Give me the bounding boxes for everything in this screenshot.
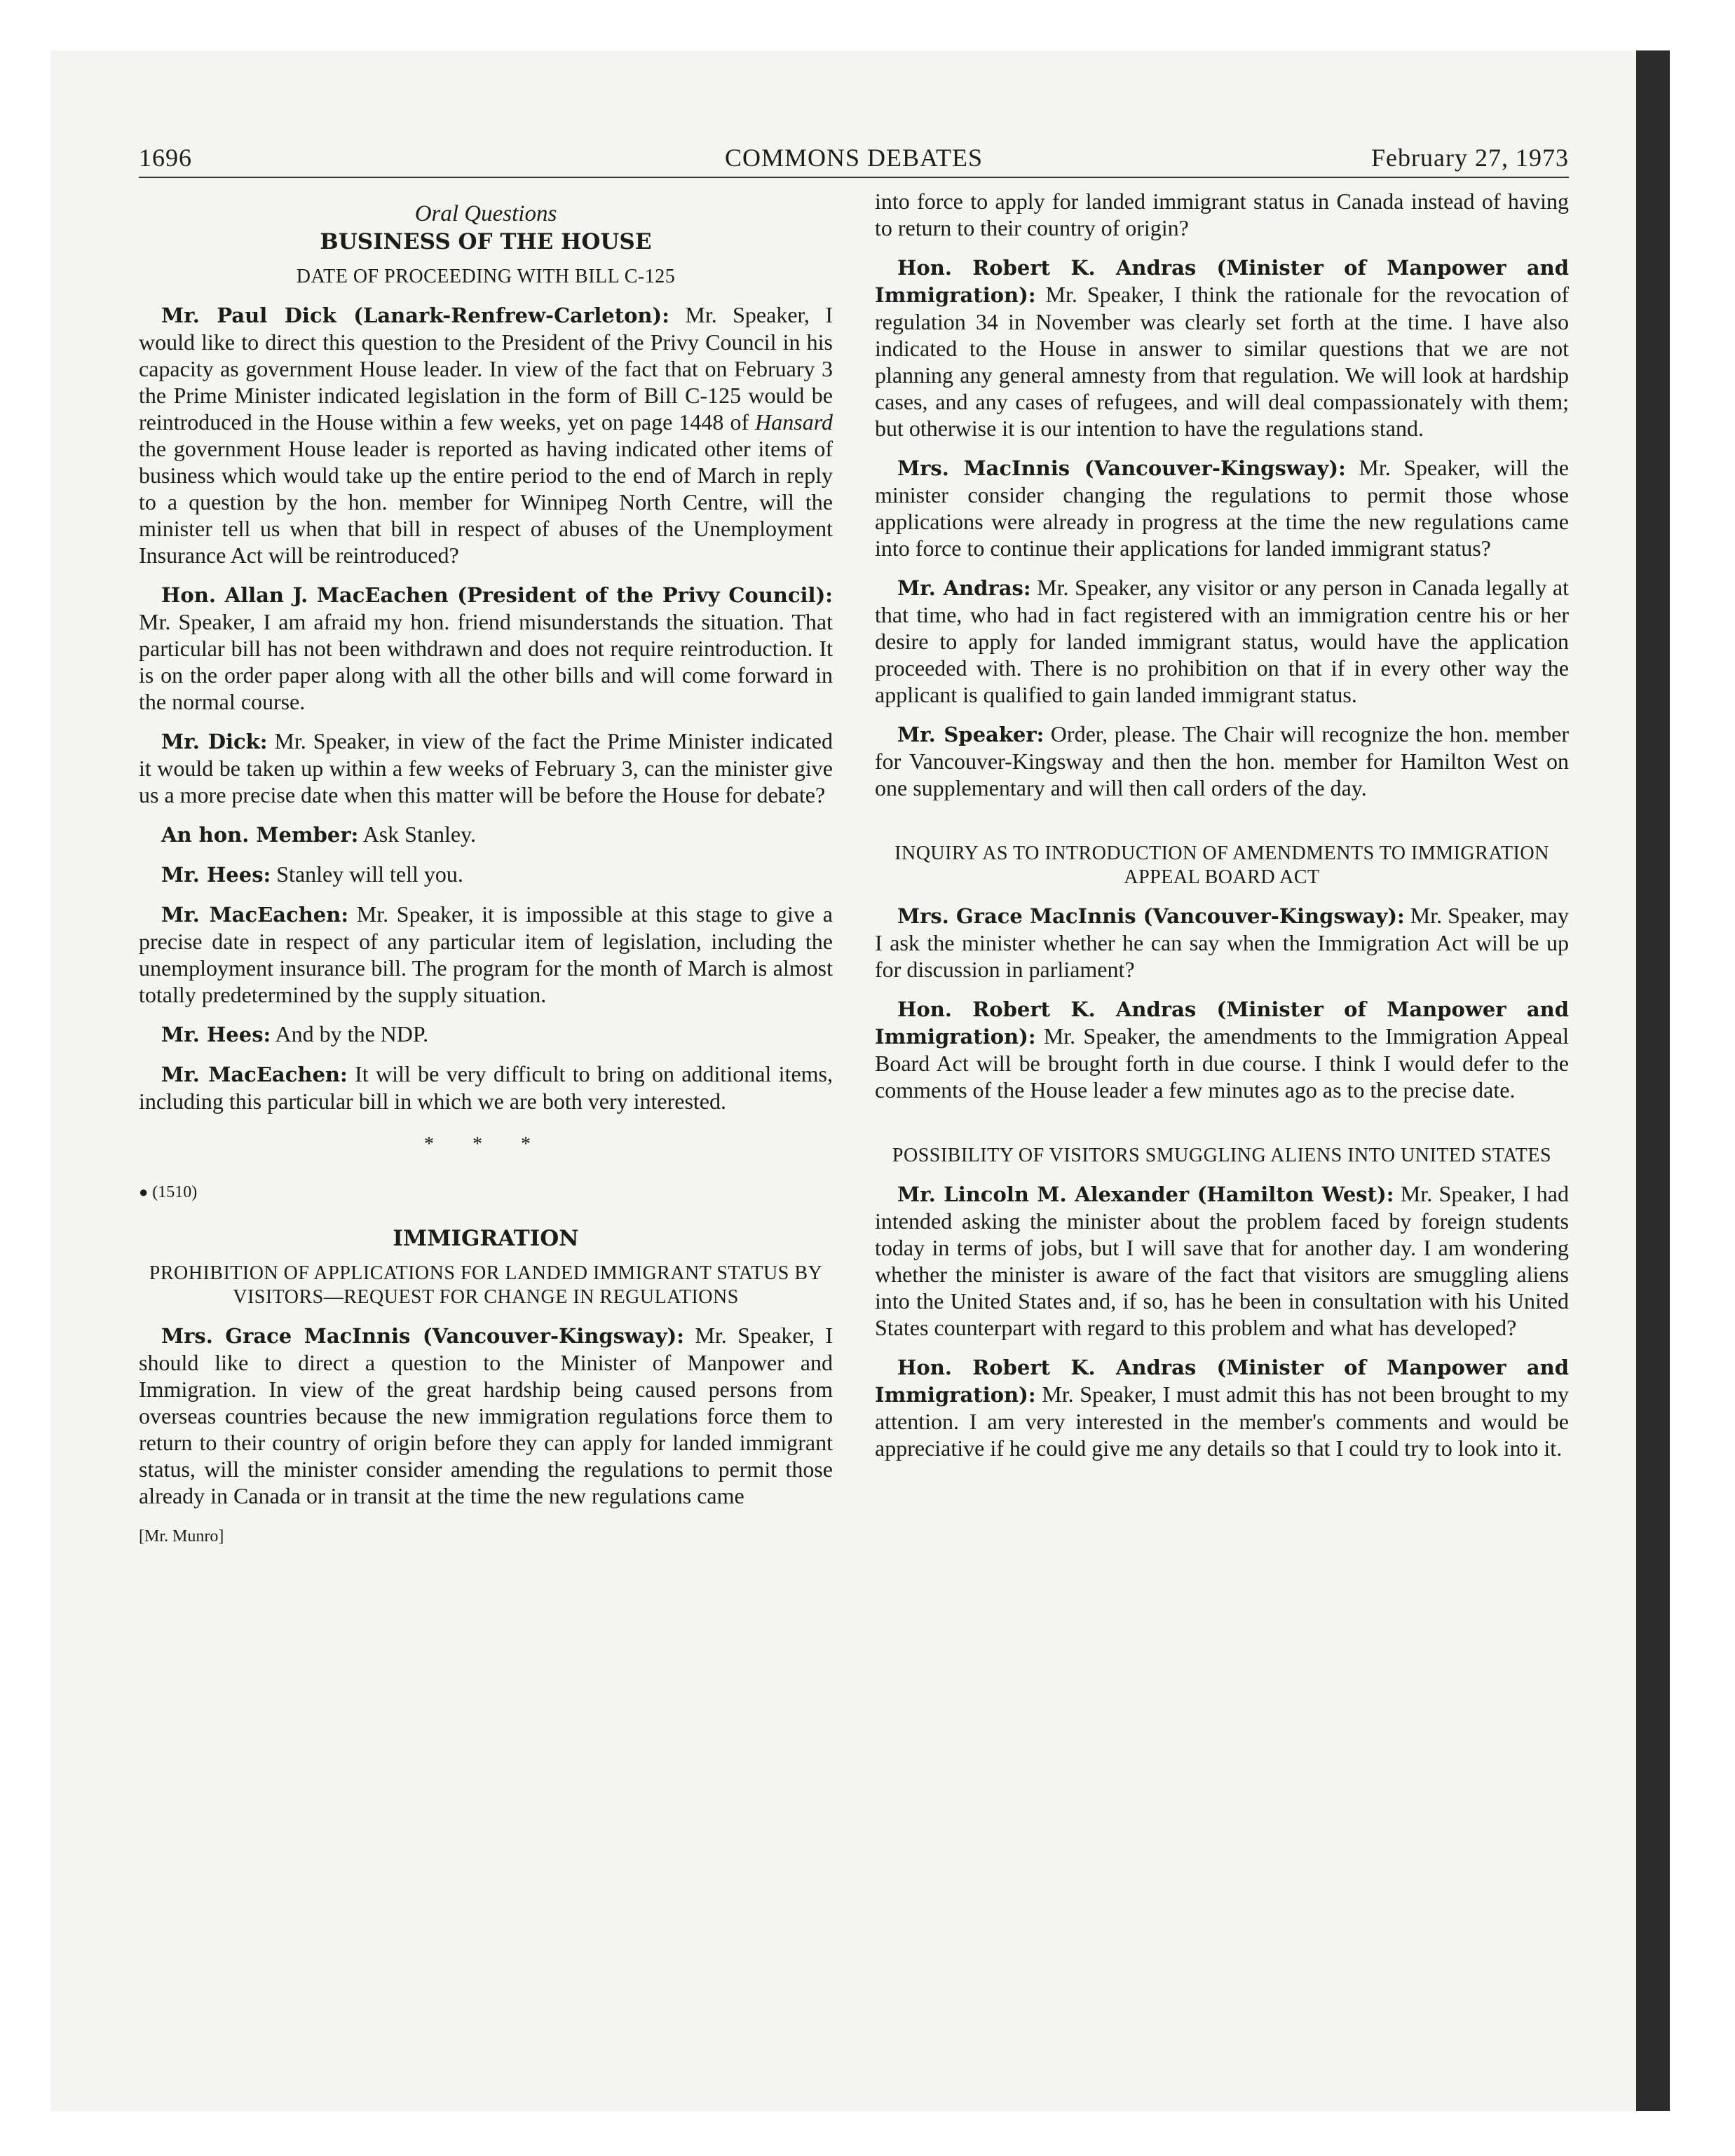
speech-text: Stanley will tell you. (271, 861, 463, 887)
speech-paragraph (139, 728, 833, 808)
speech-paragraph (875, 995, 1569, 1103)
speech-text: Mr. Speaker, I must admit this has not been brought to my attention. I am very interested in the member's comments and would be appreciative if he could give me any details so that I could try to look into it. (875, 1381, 1569, 1461)
publication-date: February 27, 1973 (1371, 144, 1569, 172)
speech-paragraph (139, 1322, 833, 1509)
speech-paragraph (139, 861, 833, 888)
speech-paragraph (139, 821, 833, 848)
speech-text: Mr. Speaker, any visitor or any person in Canada legally at that time, who had in fact registered with an immigration centre his or her desire to apply for landed immigrant status, would have the application proceeded with. There is no prohibition on that if in every other way the applicant is qualified to gain landed immigrant status. (875, 575, 1570, 707)
speaker-name: Hon. Allan J. MacEachen (President of the Privy Council): (161, 583, 833, 607)
speech-text: Mr. Speaker, I would like to direct this question to the President of the Privy Council in his capacity as government House leader. In view of the fact that on February 3 the Prime Minister indicated legislation in the form of Bill C-125 would be reintroduced in the House within a few weeks, yet on page 1448 of (139, 302, 834, 435)
section-label: Oral Questions (414, 201, 557, 226)
time-marker (139, 1179, 833, 1206)
speaker-name: Mrs. Grace MacInnis (Vancouver-Kingsway): (897, 904, 1405, 928)
speech-paragraph (875, 188, 1569, 241)
speech-paragraph (139, 1021, 833, 1048)
bullet-icon: ● (139, 1183, 149, 1201)
speech-paragraph (139, 301, 833, 568)
speech-text: Mr. Speaker, I think the rationale for the revocation of regulation 34 in November was clearly set forth at the time. I have also indicated to the House in answer to similar questions that we are not planning any general amnesty from that regulation. We will look at hardship cases, and any cases of refugees, and will deal compassionately with them; but otherwise it is our intention to have the regulations stand. (875, 282, 1569, 441)
speaker-name: Mr. Hees: (161, 1023, 271, 1046)
speaker-name: Mrs. MacInnis (Vancouver-Kingsway): (897, 456, 1346, 480)
speech-paragraph (139, 901, 833, 1008)
speech-text: Mr. Speaker, the amendments to the Immigration Appeal Board Act will be brought forth in due course. I think I would defer to the comments of the House leader a few minutes ago as to the precise date. (875, 1023, 1569, 1103)
subheading: POSSIBILITY OF VISITORS SMUGGLING ALIENS INTO UNITED STATES (892, 1145, 1552, 1166)
speech-text: Ask Stanley. (358, 821, 477, 847)
time-stamp: (1510) (152, 1183, 198, 1201)
speech-paragraph (875, 1353, 1569, 1461)
speaker-name: Mr. MacEachen: (161, 903, 349, 927)
speaker-name: Mr. Andras: (897, 576, 1031, 600)
footer-note: [Mr. Munro] (139, 1527, 224, 1546)
speech-text: Mr. Speaker, I had intended asking the minister about the problem faced by foreign students today in terms of jobs, but I will save that for another day. I am wondering whether the minister is aware of the fact that visitors are smuggling aliens into the United States and, if so, has he been in consultation with his United States counterpart with regard to this problem and what has developed? (875, 1181, 1570, 1340)
subheading: PROHIBITION OF APPLICATIONS FOR LANDED IMMIGRANT STATUS BY VISITORS—REQUEST FOR CHANGE IN REGULATIONS (149, 1262, 823, 1308)
speech-text: Mr. Speaker, will the minister consider changing the regulations to permit those whose applications were already in progress at the time the new regulations came into force to continue their applications for landed immigrant status? (875, 455, 1570, 561)
subheading: DATE OF PROCEEDING WITH BILL C-125 (296, 266, 676, 287)
speech-text: Mr. Speaker, in view of the fact the Prime Minister indicated it would be taken up within a few weeks of February 3, can the minister give us a more precise date when this matter will be before the House for debate? (139, 728, 834, 807)
speech-text: It will be very difficult to bring on additional items, including this particular bill in which we are both very interested. (139, 1061, 833, 1114)
speech-text: Mr. Speaker, I am afraid my hon. friend misunderstands the situation. That particular bill has not been withdrawn and does not require reintroduction. It is on the order paper along with all the other bills and will come forward in the normal course. (139, 609, 833, 714)
page-number: 1696 (139, 144, 192, 172)
speaker-name: Hon. Robert K. Andras (Minister of Manpower and Immigration): (875, 1356, 1569, 1407)
speaker-name: Mr. Dick: (161, 730, 268, 753)
speech-text: Mr. Speaker, it is impossible at this stage to give a precise date in respect of any particular item of legislation, including the unemployment insurance bill. The program for the month of March is almost totally predetermined by the supply situation. (139, 901, 833, 1007)
publication-title: COMMONS DEBATES (724, 144, 984, 172)
section-separator: * * * (424, 1133, 547, 1155)
left-column (139, 188, 833, 1550)
spacer (875, 1116, 1569, 1144)
speech-text: Order, please. The Chair will recognize the hon. member for Vancouver-Kingsway and then the hon. member for Hamilton West on one supplementary and will then call orders of the day. (875, 721, 1570, 800)
speech-text: the government House leader is reported as having indicated other items of business which would take up the entire period to the end of March in reply to a question by the hon. member for Winnipeg North Centre, will the minister tell us when that bill in respect of abuses of the Unemployment Insurance Act will be reintroduced? (139, 436, 833, 568)
speech-paragraph (139, 581, 833, 715)
subheading: INQUIRY AS TO INTRODUCTION OF AMENDMENTS TO IMMIGRATION APPEAL BOARD ACT (894, 842, 1549, 888)
speech-paragraph (875, 574, 1569, 708)
speech-paragraph (139, 1060, 833, 1114)
speech-text: Mr. Speaker, may I ask the minister whether he can say when the Immigration Act will be up for discussion in parliament? (875, 903, 1570, 982)
speech-text: And by the NDP. (271, 1021, 429, 1046)
section-heading: BUSINESS OF THE HOUSE (320, 229, 652, 254)
right-column (875, 188, 1569, 1474)
speaker-name: Mr. Paul Dick (Lanark-Renfrew-Carleton): (161, 303, 669, 327)
speaker-name: Mrs. Grace MacInnis (Vancouver-Kingsway): (161, 1324, 684, 1348)
speaker-name: Hon. Robert K. Andras (Minister of Manpower and Immigration): (875, 997, 1569, 1049)
speech-text: Mr. Speaker, I should like to direct a question to the Minister of Manpower and Immigration. In view of the great hardship being caused persons from overseas countries because the new immigration regulations force them to return to their country of origin before they can apply for landed immigrant status, will the minister consider amending the regulations to permit those already in Canada or in transit at the time the new regulations came (139, 1323, 834, 1508)
speaker-name: Mr. Lincoln M. Alexander (Hamilton West): (897, 1182, 1394, 1206)
page-header (139, 143, 1569, 178)
speaker-name: Mr. Hees: (161, 863, 271, 887)
section-heading: IMMIGRATION (393, 1226, 579, 1251)
spacer (875, 814, 1569, 842)
speech-paragraph (875, 902, 1569, 983)
speech-paragraph (875, 454, 1569, 561)
scan-edge-bar (1636, 50, 1670, 2111)
speaker-name: An hon. Member: (161, 823, 359, 847)
speech-paragraph (875, 254, 1569, 442)
speech-text-italic: Hansard (755, 409, 833, 435)
speech-text: into force to apply for landed immigrant status in Canada instead of having to return to their country of origin? (875, 189, 1569, 240)
speech-paragraph (875, 721, 1569, 801)
speaker-name: Mr. MacEachen: (161, 1063, 348, 1086)
speaker-name: Mr. Speaker: (897, 723, 1045, 746)
speaker-name: Hon. Robert K. Andras (Minister of Manpower and Immigration): (875, 256, 1569, 307)
speech-paragraph (875, 1180, 1569, 1341)
